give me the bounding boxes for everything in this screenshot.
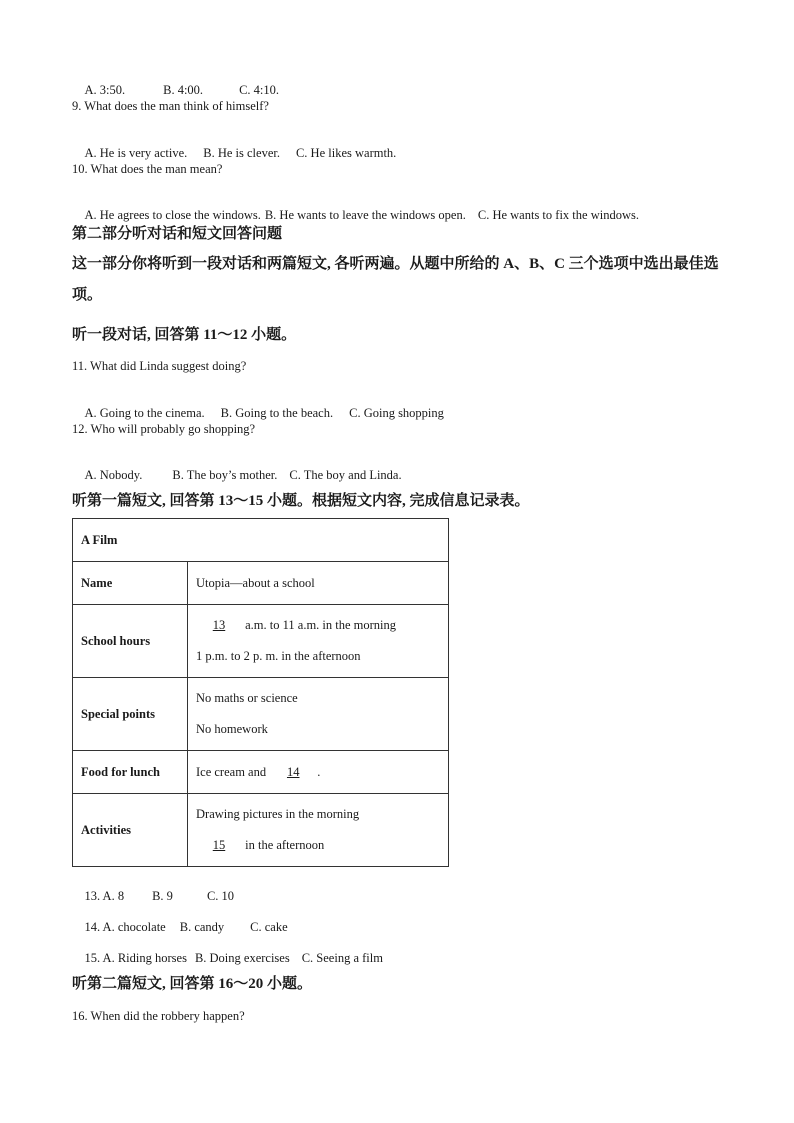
blank-14: 14 (286, 764, 300, 779)
q10-question: 10. What does the man mean? (72, 162, 223, 176)
q9-option-b: B. He is clever. (203, 146, 280, 160)
q8-option-c: C. 4:10. (239, 83, 279, 97)
special-points-label: Special points (73, 678, 188, 751)
lunch-value (188, 751, 449, 794)
dialogue-heading: 听一段对话, 回答第 11～12 小题。 (72, 327, 297, 343)
q13-option-a: 13. A. 8 (84, 889, 125, 903)
table-row (73, 605, 449, 678)
lunch-end: . (317, 764, 321, 779)
q13-option-c: C. 10 (206, 889, 235, 903)
name-value: Utopia—about a school (188, 562, 449, 605)
section2-title: 第二部分听对话和短文回答问题 (72, 226, 283, 242)
q15-option-c: C. Seeing a film (301, 951, 383, 965)
section2-instructions: 这一部分你将听到一段对话和两篇短文, 各听两遍。从题中所给的 A、B、C 三个选项中选出最佳选项。 (72, 256, 719, 303)
passage1-heading: 听第一篇短文, 回答第 13～15 小题。根据短文内容, 完成信息记录表。 (72, 493, 530, 509)
table-row (73, 678, 449, 751)
q15-option-a: 15. A. Riding horses (84, 951, 187, 965)
table-row (73, 562, 449, 605)
q8-option-a: A. 3:50. (84, 83, 126, 97)
school-hours-line1: a.m. to 11 a.m. in the morning (242, 618, 397, 632)
school-hours-line2: 1 p.m. to 2 p. m. in the afternoon (196, 649, 361, 663)
passage2-heading: 听第二篇短文, 回答第 16～20 小题。 (72, 976, 313, 992)
q9-option-a: A. He is very active. (84, 146, 188, 160)
q12-question: 12. Who will probably go shopping? (72, 422, 256, 436)
activities-line2: in the afternoon (242, 838, 325, 852)
q8-option-b: B. 4:00. (163, 83, 204, 97)
q12-option-b: B. The boy’s mother. (172, 468, 278, 482)
blank-15: 15 (212, 838, 226, 852)
q13-option-b: B. 9 (152, 889, 173, 903)
table-row (73, 794, 449, 867)
q14-option-b: B. candy (179, 920, 225, 934)
lunch-label: Food for lunch (73, 751, 188, 794)
q10-option-a: A. He agrees to close the windows. (84, 208, 261, 222)
q16-question: 16. When did the robbery happen? (72, 1009, 245, 1023)
special-line2: No homework (196, 722, 268, 736)
q14-option-a: 14. A. chocolate (84, 920, 166, 934)
q12-option-a: A. Nobody. (84, 468, 143, 482)
q9-question: 9. What does the man think of himself? (72, 99, 269, 113)
lunch-text: Ice cream and (196, 764, 270, 779)
name-label: Name (73, 562, 188, 605)
q9-option-c: C. He likes warmth. (295, 146, 397, 160)
q10-option-b: B. He wants to leave the windows open. (264, 208, 466, 222)
q10-option-c: C. He wants to fix the windows. (477, 208, 639, 222)
q11-option-a: A. Going to the cinema. (84, 406, 205, 420)
school-hours-label: School hours (73, 605, 188, 678)
q14-option-c: C. cake (250, 920, 288, 934)
q11-option-b: B. Going to the beach. (220, 406, 334, 420)
activities-label: Activities (73, 794, 188, 867)
blank-13: 13 (212, 618, 226, 632)
q15-option-b: B. Doing exercises (194, 951, 290, 965)
q12-option-c: C. The boy and Linda. (289, 468, 402, 482)
activities-value (188, 794, 449, 867)
table-row (73, 751, 449, 794)
q11-option-c: C. Going shopping (349, 406, 444, 420)
school-hours-value (188, 605, 449, 678)
table-title: A Film (73, 519, 449, 562)
activities-line1: Drawing pictures in the morning (196, 807, 360, 821)
table-row (73, 519, 449, 562)
special-line1: No maths or science (196, 691, 298, 705)
special-points-value (188, 678, 449, 751)
film-info-table (72, 518, 449, 867)
q11-question: 11. What did Linda suggest doing? (72, 359, 247, 373)
